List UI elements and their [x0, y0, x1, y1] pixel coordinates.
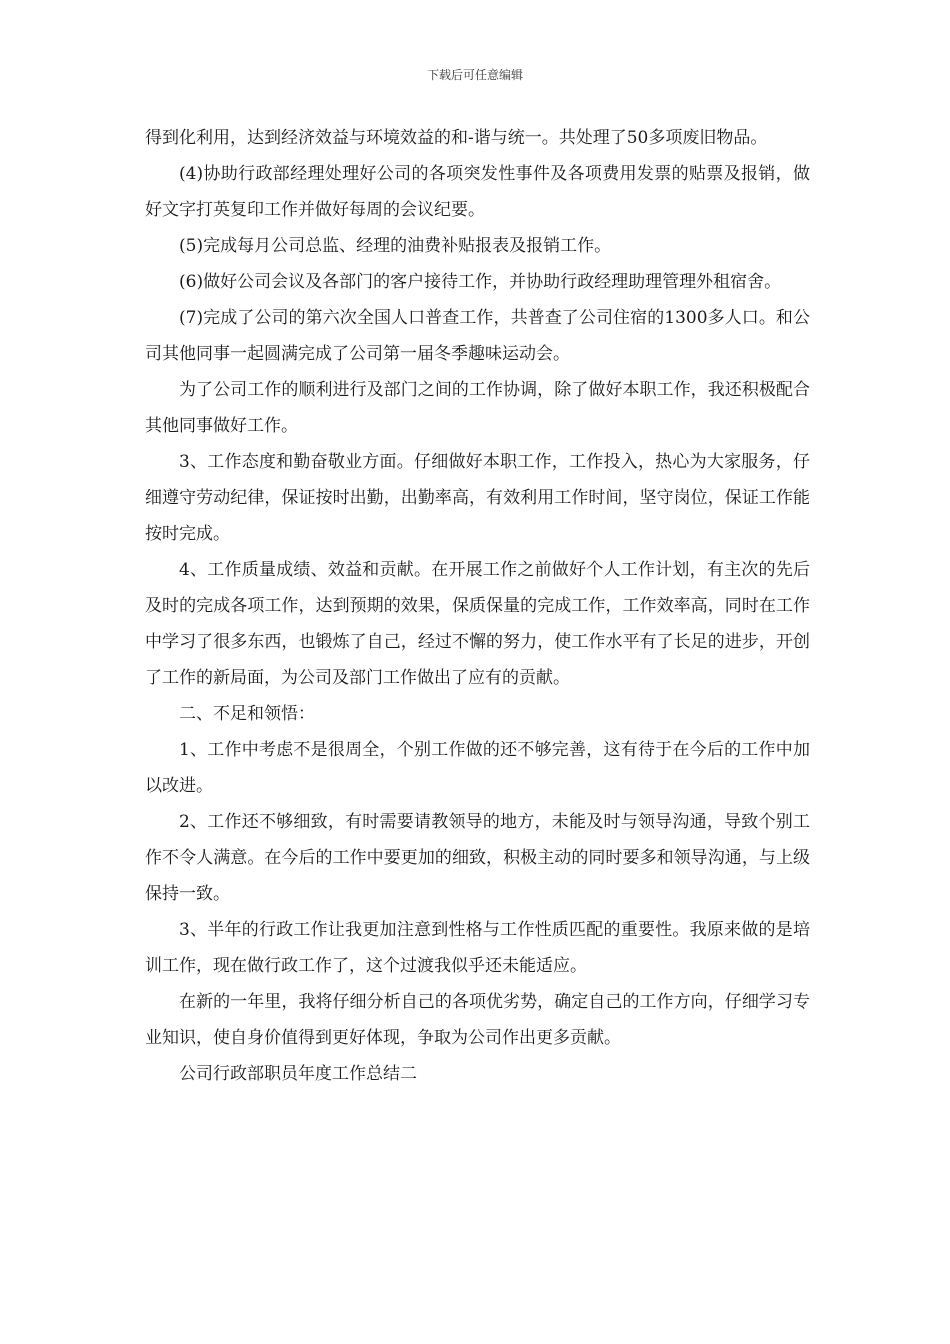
paragraph: (6)做好公司会议及各部门的客户接待工作，并协助行政经理助理管理外租宿舍。: [179, 272, 782, 292]
paragraph: 为了公司工作的顺利进行及部门之间的工作协调，除了做好本职工作，我还积极配合其他同事做好工作。: [145, 380, 810, 436]
paragraph: (5)完成每月公司总监、经理的油费补贴报表及报销工作。: [179, 236, 612, 256]
document-body: [145, 120, 810, 1092]
paragraph: (4)协助行政部经理处理好公司的各项突发性事件及各项费用发票的贴票及报销，做好文字打英复印工作并做好每周的会议纪要。: [145, 164, 810, 220]
page-header-note: 下载后可任意编辑: [426, 68, 523, 82]
paragraph: 得到化利用，达到经济效益与环境效益的和-谐与统一。共处理了50多项废旧物品。: [145, 128, 768, 148]
paragraph: 1、工作中考虑不是很周全，个别工作做的还不够完善，这有待于在今后的工作中加以改进。: [145, 740, 810, 796]
document-subtitle: 公司行政部职员年度工作总结二: [179, 1064, 417, 1084]
section-heading: 二、不足和领悟：: [179, 704, 315, 724]
paragraph: 2、工作还不够细致，有时需要请教领导的地方，未能及时与领导沟通，导致个别工作不令人满意。在今后的工作中要更加的细致，积极主动的同时要多和领导沟通，与上级保持一致。: [145, 812, 810, 904]
paragraph: 3、工作态度和勤奋敬业方面。仔细做好本职工作，工作投入，热心为大家服务，仔细遵守劳动纪律，保证按时出勤，出勤率高，有效利用工作时间，坚守岗位，保证工作能按时完成。: [145, 452, 810, 544]
paragraph: 在新的一年里，我将仔细分析自己的各项优劣势，确定自己的工作方向，仔细学习专业知识，使自身价值得到更好体现，争取为公司作出更多贡献。: [145, 992, 810, 1048]
paragraph: (7)完成了公司的第六次全国人口普查工作，共普查了公司住宿的1300多人口。和公司其他同事一起圆满完成了公司第一届冬季趣味运动会。: [145, 308, 810, 364]
paragraph: 4、工作质量成绩、效益和贡献。在开展工作之前做好个人工作计划，有主次的先后及时的完成各项工作，达到预期的效果，保质保量的完成工作，工作效率高，同时在工作中学习了很多东西，也锻炼了自己，经过不懈的努力，使工作水平有了长足的进步，开创了工作的新局面，为公司及部门工作做出了应有的贡献。: [145, 560, 810, 688]
paragraph: 3、半年的行政工作让我更加注意到性格与工作性质匹配的重要性。我原来做的是培训工作，现在做行政工作了，这个过渡我似乎还未能适应。: [145, 920, 810, 976]
